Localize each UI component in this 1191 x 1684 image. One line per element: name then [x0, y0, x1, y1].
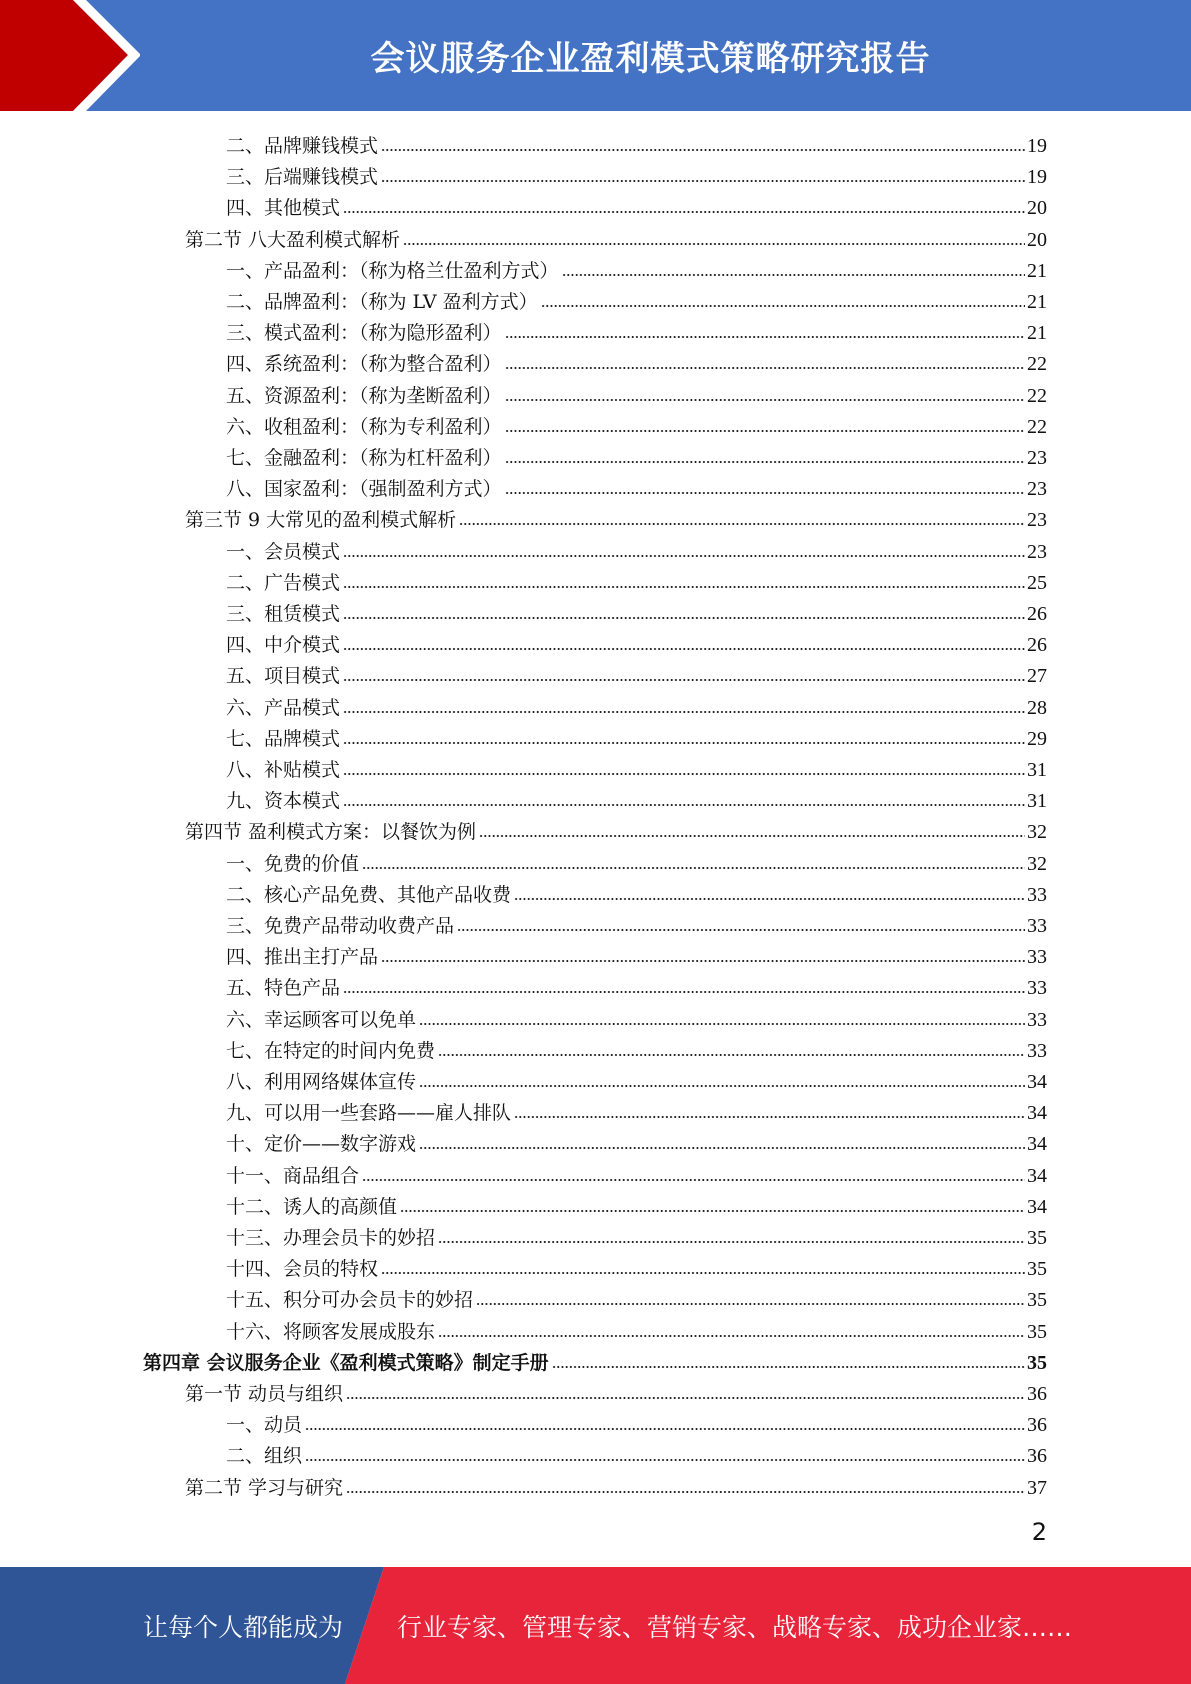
toc-entry-page: 35 — [1027, 1258, 1047, 1281]
toc-entry-title: 第四章 会议服务企业《盈利模式策略》制定手册 — [143, 1351, 549, 1374]
toc-entry-page: 20 — [1027, 228, 1047, 251]
toc-entry-title: 第一节 动员与组织 — [185, 1383, 344, 1405]
toc-entry[interactable] — [226, 782, 1047, 813]
toc-dot-leader — [346, 1489, 1025, 1495]
toc-dot-leader — [343, 771, 1025, 777]
toc-entry-page: 36 — [1027, 1445, 1047, 1468]
toc-entry[interactable] — [226, 533, 1047, 564]
toc-entry-page: 35 — [1027, 1351, 1047, 1374]
toc-entry-page: 35 — [1027, 1227, 1047, 1249]
toc-entry-title: 三、租赁模式 — [226, 603, 341, 625]
toc-entry-page: 22 — [1027, 384, 1047, 407]
toc-entry[interactable] — [226, 252, 1047, 283]
toc-entry-title: 四、中介模式 — [226, 634, 341, 657]
toc-entry-page: 33 — [1027, 1039, 1047, 1062]
toc-dot-leader — [343, 740, 1025, 746]
toc-entry-title: 十三、办理会员卡的妙招 — [226, 1227, 436, 1249]
toc-entry[interactable] — [226, 1001, 1047, 1032]
toc-entry[interactable] — [226, 1281, 1047, 1312]
toc-entry[interactable] — [226, 751, 1047, 782]
toc-entry-page: 33 — [1027, 977, 1047, 1000]
toc-entry[interactable] — [226, 564, 1047, 595]
toc-dot-leader — [403, 241, 1025, 247]
header-arrow-decoration — [0, 0, 140, 111]
toc-entry-title: 九、可以用一些套路——雇人排队 — [226, 1102, 512, 1125]
toc-entry[interactable] — [226, 1032, 1047, 1063]
toc-entry-title: 二、组织 — [226, 1445, 303, 1468]
toc-dot-leader — [381, 1270, 1025, 1276]
toc-entry[interactable] — [226, 1063, 1047, 1094]
toc-entry-page: 29 — [1027, 727, 1047, 750]
toc-entry[interactable] — [226, 189, 1047, 220]
toc-dot-leader — [514, 896, 1025, 902]
toc-dot-leader — [505, 397, 1025, 403]
toc-entry-title: 十六、将顾客发展成股东 — [226, 1320, 436, 1343]
toc-entry-title: 十五、积分可办会员卡的妙招 — [226, 1289, 474, 1312]
toc-entry[interactable] — [226, 1157, 1047, 1188]
toc-entry-page: 36 — [1027, 1383, 1047, 1405]
toc-entry-page: 36 — [1027, 1414, 1047, 1437]
toc-dot-leader — [505, 490, 1025, 496]
toc-entry[interactable] — [226, 439, 1047, 470]
toc-entry-page: 33 — [1027, 946, 1047, 969]
toc-entry-page: 19 — [1027, 135, 1047, 157]
toc-entry-title: 四、其他模式 — [226, 197, 341, 220]
toc-entry-title: 二、品牌盈利：（称为 LV 盈利方式） — [226, 291, 538, 313]
toc-entry-title: 十四、会员的特权 — [226, 1258, 379, 1281]
footer-slogan-left: 让每个人都能成为 — [143, 1612, 344, 1642]
toc-entry-page: 26 — [1027, 634, 1047, 657]
toc-entry-title: 八、国家盈利：（强制盈利方式） — [226, 478, 502, 501]
toc-entry-page: 21 — [1027, 259, 1047, 282]
toc-dot-leader — [438, 1052, 1025, 1058]
toc-entry[interactable] — [226, 1125, 1047, 1156]
toc-entry[interactable] — [226, 283, 1047, 314]
toc-entry-title: 二、广告模式 — [226, 571, 341, 594]
toc-dot-leader — [362, 865, 1025, 871]
toc-dot-leader — [479, 833, 1025, 839]
toc-dot-leader — [438, 1333, 1025, 1339]
toc-entry-page: 35 — [1027, 1320, 1047, 1343]
toc-entry[interactable] — [226, 689, 1047, 720]
toc-dot-leader — [305, 1426, 1025, 1432]
toc-dot-leader — [552, 1364, 1025, 1370]
toc-entry[interactable] — [226, 1094, 1047, 1125]
toc-entry[interactable] — [185, 1469, 1047, 1500]
toc-dot-leader — [400, 1208, 1025, 1214]
toc-entry[interactable] — [226, 595, 1047, 626]
toc-entry-page: 21 — [1027, 322, 1047, 345]
toc-entry-page: 33 — [1027, 883, 1047, 906]
toc-dot-leader — [381, 147, 1025, 153]
toc-dot-leader — [343, 709, 1025, 715]
toc-entry[interactable] — [226, 938, 1047, 969]
toc-dot-leader — [562, 272, 1025, 278]
toc-entry-page: 34 — [1027, 1102, 1047, 1125]
toc-entry[interactable] — [226, 626, 1047, 657]
toc-entry-page: 28 — [1027, 696, 1047, 719]
toc-dot-leader — [346, 1395, 1025, 1401]
toc-entry-page: 21 — [1027, 291, 1047, 313]
toc-entry-page: 34 — [1027, 1071, 1047, 1093]
toc-dot-leader — [514, 1114, 1025, 1120]
toc-entry-page: 22 — [1027, 353, 1047, 376]
toc-entry[interactable] — [226, 845, 1047, 876]
toc-entry[interactable] — [185, 1375, 1047, 1406]
toc-dot-leader — [438, 1239, 1025, 1245]
toc-entry-page: 32 — [1027, 852, 1047, 875]
page-number: 2 — [1031, 1518, 1047, 1546]
toc-entry-title: 一、产品盈利：（称为格兰仕盈利方式） — [226, 259, 559, 282]
toc-entry-title: 二、品牌赚钱模式 — [226, 135, 379, 157]
toc-dot-leader — [343, 615, 1025, 621]
toc-dot-leader — [505, 334, 1025, 340]
toc-dot-leader — [419, 1021, 1025, 1027]
toc-entry-title: 三、免费产品带动收费产品 — [226, 915, 455, 937]
toc-entry-page: 34 — [1027, 1133, 1047, 1156]
page-footer — [0, 1567, 1191, 1684]
toc-entry-title: 八、利用网络媒体宣传 — [226, 1071, 417, 1093]
toc-entry-page: 31 — [1027, 759, 1047, 781]
toc-entry-page: 35 — [1027, 1289, 1047, 1312]
toc-entry-page: 23 — [1027, 447, 1047, 469]
toc-dot-leader — [381, 958, 1025, 964]
document-title: 会议服务企业盈利模式策略研究报告 — [370, 39, 931, 79]
toc-entry-page: 25 — [1027, 571, 1047, 594]
toc-entry-title: 一、动员 — [226, 1414, 303, 1437]
toc-entry-title: 第二节 八大盈利模式解析 — [185, 228, 401, 251]
toc-dot-leader — [343, 209, 1025, 215]
toc-dot-leader — [343, 802, 1025, 808]
toc-entry[interactable] — [226, 1437, 1047, 1468]
toc-entry-title: 十二、诱人的高颜值 — [226, 1195, 398, 1218]
toc-entry-title: 第四节 盈利模式方案：以餐饮为例 — [185, 821, 477, 844]
toc-entry-page: 34 — [1027, 1164, 1047, 1187]
toc-entry-title: 四、系统盈利：（称为整合盈利） — [226, 353, 502, 376]
toc-entry-page: 33 — [1027, 915, 1047, 937]
toc-entry-page: 22 — [1027, 415, 1047, 438]
toc-dot-leader — [459, 521, 1025, 527]
toc-entry[interactable] — [226, 408, 1047, 439]
toc-entry[interactable] — [143, 1344, 1047, 1375]
toc-entry-title: 五、项目模式 — [226, 665, 341, 688]
toc-entry-title: 一、会员模式 — [226, 540, 341, 563]
toc-dot-leader — [305, 1457, 1025, 1463]
toc-entry-title: 五、资源盈利：（称为垄断盈利） — [226, 384, 502, 407]
toc-entry-title: 三、后端赚钱模式 — [226, 166, 379, 189]
toc-dot-leader — [505, 459, 1025, 465]
toc-entry[interactable] — [226, 720, 1047, 751]
toc-entry[interactable] — [185, 813, 1047, 844]
toc-entry-title: 一、免费的价值 — [226, 852, 360, 875]
toc-entry[interactable] — [226, 345, 1047, 376]
toc-entry-title: 六、产品模式 — [226, 696, 341, 719]
toc-entry-title: 四、推出主打产品 — [226, 946, 379, 969]
toc-entry-page: 19 — [1027, 166, 1047, 189]
toc-entry-title: 二、核心产品免费、其他产品收费 — [226, 883, 512, 906]
toc-dot-leader — [381, 178, 1025, 184]
toc-entry[interactable] — [226, 314, 1047, 345]
toc-dot-leader — [343, 989, 1025, 995]
toc-dot-leader — [419, 1083, 1025, 1089]
toc-entry-title: 九、资本模式 — [226, 790, 341, 813]
toc-dot-leader — [343, 553, 1025, 559]
toc-entry-page: 33 — [1027, 1008, 1047, 1031]
toc-entry-title: 六、幸运顾客可以免单 — [226, 1008, 417, 1031]
footer-slogan-right: 行业专家、管理专家、营销专家、战略专家、成功企业家…… — [397, 1612, 1073, 1642]
toc-entry[interactable] — [185, 501, 1047, 532]
toc-entry-page: 34 — [1027, 1195, 1047, 1218]
page-header — [0, 0, 1191, 111]
toc-dot-leader — [362, 1177, 1025, 1183]
toc-entry[interactable] — [226, 1219, 1047, 1250]
toc-entry[interactable] — [226, 158, 1047, 189]
toc-dot-leader — [505, 428, 1025, 434]
toc-entry[interactable] — [185, 221, 1047, 252]
toc-entry-title: 六、收租盈利：（称为专利盈利） — [226, 415, 502, 438]
toc-entry[interactable] — [226, 876, 1047, 907]
toc-dot-leader — [343, 677, 1025, 683]
toc-entry-title: 三、模式盈利：（称为隐形盈利） — [226, 322, 502, 345]
toc-entry-page: 20 — [1027, 197, 1047, 220]
toc-entry-page: 31 — [1027, 790, 1047, 813]
toc-entry-page: 27 — [1027, 665, 1047, 688]
toc-entry-title: 八、补贴模式 — [226, 759, 341, 781]
toc-entry[interactable] — [226, 127, 1047, 158]
toc-entry-page: 37 — [1027, 1476, 1047, 1499]
toc-entry[interactable] — [226, 1250, 1047, 1281]
toc-dot-leader — [541, 303, 1025, 309]
toc-entry-page: 32 — [1027, 821, 1047, 844]
toc-dot-leader — [457, 927, 1025, 933]
toc-entry-title: 十、定价——数字游戏 — [226, 1133, 417, 1156]
toc-dot-leader — [505, 365, 1025, 371]
toc-dot-leader — [419, 1145, 1025, 1151]
toc-entry-title: 第二节 学习与研究 — [185, 1476, 344, 1499]
toc-entry[interactable] — [226, 907, 1047, 938]
toc-dot-leader — [476, 1301, 1025, 1307]
toc-entry-title: 七、金融盈利：（称为杠杆盈利） — [226, 447, 502, 469]
toc-entry-title: 七、在特定的时间内免费 — [226, 1039, 436, 1062]
toc-entry[interactable] — [226, 377, 1047, 408]
toc-entry[interactable] — [226, 470, 1047, 501]
toc-entry-page: 23 — [1027, 540, 1047, 563]
toc-entry-title: 七、品牌模式 — [226, 727, 341, 750]
toc-entry-title: 十一、商品组合 — [226, 1164, 360, 1187]
toc-entry[interactable] — [226, 1313, 1047, 1344]
toc-entry-title: 五、特色产品 — [226, 977, 341, 1000]
toc-entry-page: 23 — [1027, 478, 1047, 501]
toc-entry-page: 23 — [1027, 509, 1047, 532]
toc-entry[interactable] — [226, 1406, 1047, 1437]
toc-dot-leader — [343, 646, 1025, 652]
toc-dot-leader — [343, 584, 1025, 590]
toc-entry-title: 第三节 9 大常见的盈利模式解析 — [185, 509, 457, 532]
toc-entry-page: 26 — [1027, 603, 1047, 625]
toc-entry[interactable] — [226, 969, 1047, 1000]
toc-entry[interactable] — [226, 1188, 1047, 1219]
toc-entry[interactable] — [226, 657, 1047, 688]
